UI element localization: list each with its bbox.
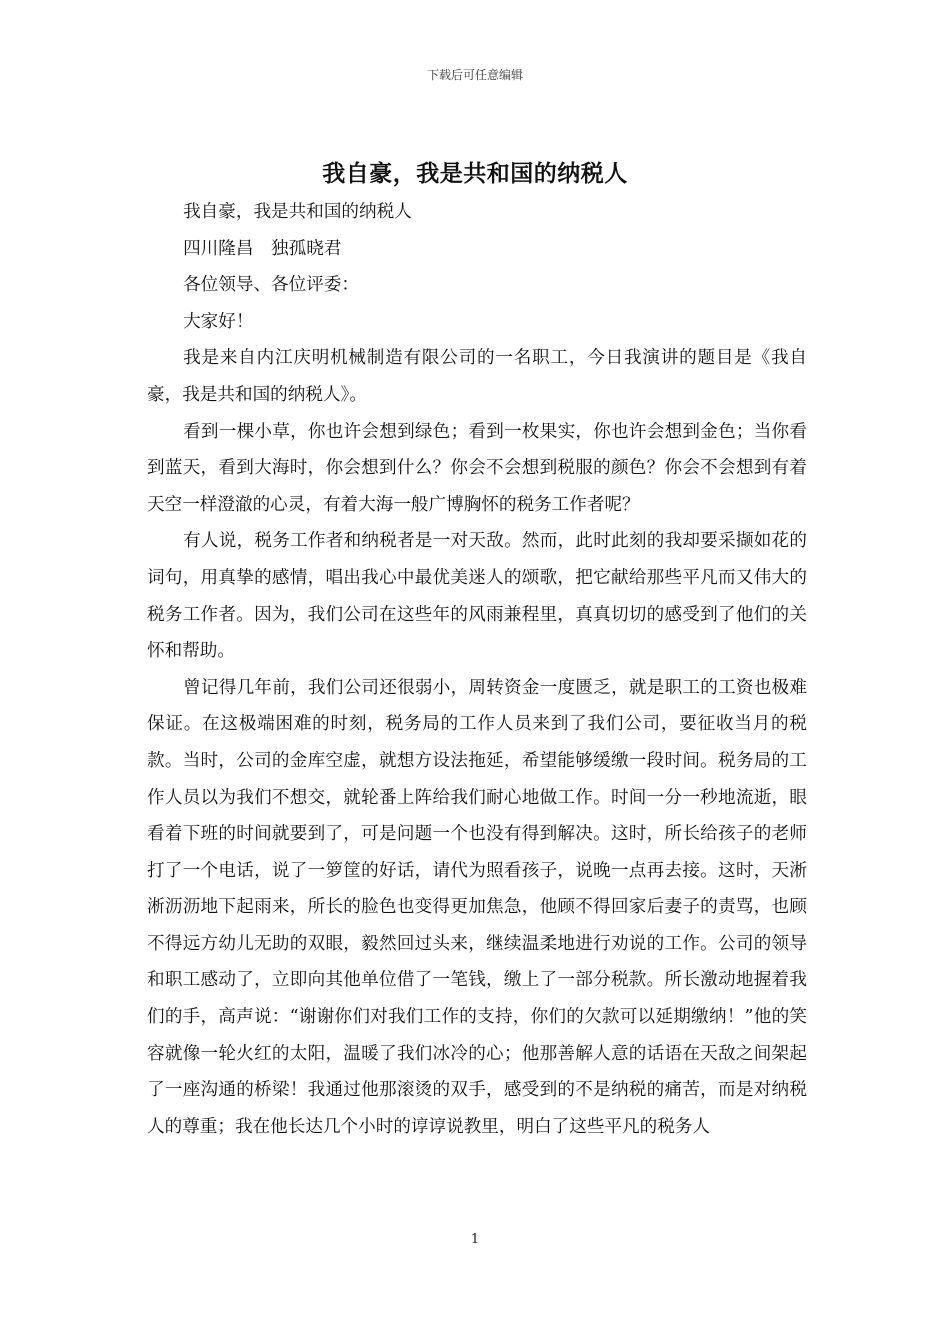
paragraph-body: 曾记得几年前，我们公司还很弱小，周转资金一度匮乏，就是职工的工资也极难保证。在这极端困难的时刻，税务局的工作人员来到了我们公司，要征收当月的税款。当时，公司的金库空虚，就想方设法拖延，希望能够缓缴一段时间。税务局的工作人员以为我们不想交，就轮番上阵给我们耐心地做工作。时间一分一秒地流逝，眼看着下班的时间就要到了，可是问题一个也没有得到解决。这时，所长给孩子的老师打了一个电话，说了一箩筐的好话，请代为照看孩子，说晚一点再去接。这时，天淅淅沥沥地下起雨来，所长的脸色也变得更加焦急，他顾不得回家后妻子的责骂，也顾不得远方幼儿无助的双眼，毅然回过头来，继续温柔地进行劝说的工作。公司的领导和职工感动了，立即向其他单位借了一笔钱，缴上了一部分税款。所长激动地握着我们的手，高声说：“谢谢你们对我们工作的支持，你们的欠款可以延期缴纳！”他的笑容就像一轮火红的太阳，温暖了我们冰冷的心；他那善解人意的话语在天敌之间架起了一座沟通的桥梁！我通过他那滚烫的双手，感受到的不是纳税的痛苦，而是对纳税人的尊重；我在他长达几个小时的谆谆说教里，明白了这些平凡的税务人 — [147, 677, 807, 1137]
header-note: 下载后可任意编辑 — [426, 68, 523, 82]
paragraph-author: 四川隆昌 独孤晓君 — [183, 238, 342, 259]
document-title: 我自豪，我是共和国的纳税人 — [322, 160, 628, 187]
paragraph-body: 有人说，税务工作者和纳税者是一对天敌。然而，此时此刻的我却要采撷如花的词句，用真挚的感情，唱出我心中最优美迷人的颂歌，把它献给那些平凡而又伟大的税务工作者。因为，我们公司在这些年的风雨兼程里，真真切切的感受到了他们的关怀和帮助。 — [147, 531, 807, 662]
paragraph-subtitle: 我自豪，我是共和国的纳税人 — [183, 202, 412, 222]
paragraph-intro: 我是来自内江庆明机械制造有限公司的一名职工，今日我演讲的题目是《我自豪，我是共和国的纳税人》。 — [147, 348, 807, 405]
paragraph-greeting: 大家好！ — [183, 311, 254, 332]
page-number: 1 — [470, 1232, 480, 1247]
document-body — [147, 194, 807, 1145]
paragraph-body: 看到一棵小草，你也许会想到绿色；看到一枚果实，你也许会想到金色；当你看到蓝天，看到大海时，你会想到什么？你会不会想到税服的颜色？你会不会想到有着天空一样澄澈的心灵，有着大海一般广博胸怀的税务工作者呢？ — [147, 421, 807, 515]
paragraph-salutation: 各位领导、各位评委： — [183, 275, 360, 296]
